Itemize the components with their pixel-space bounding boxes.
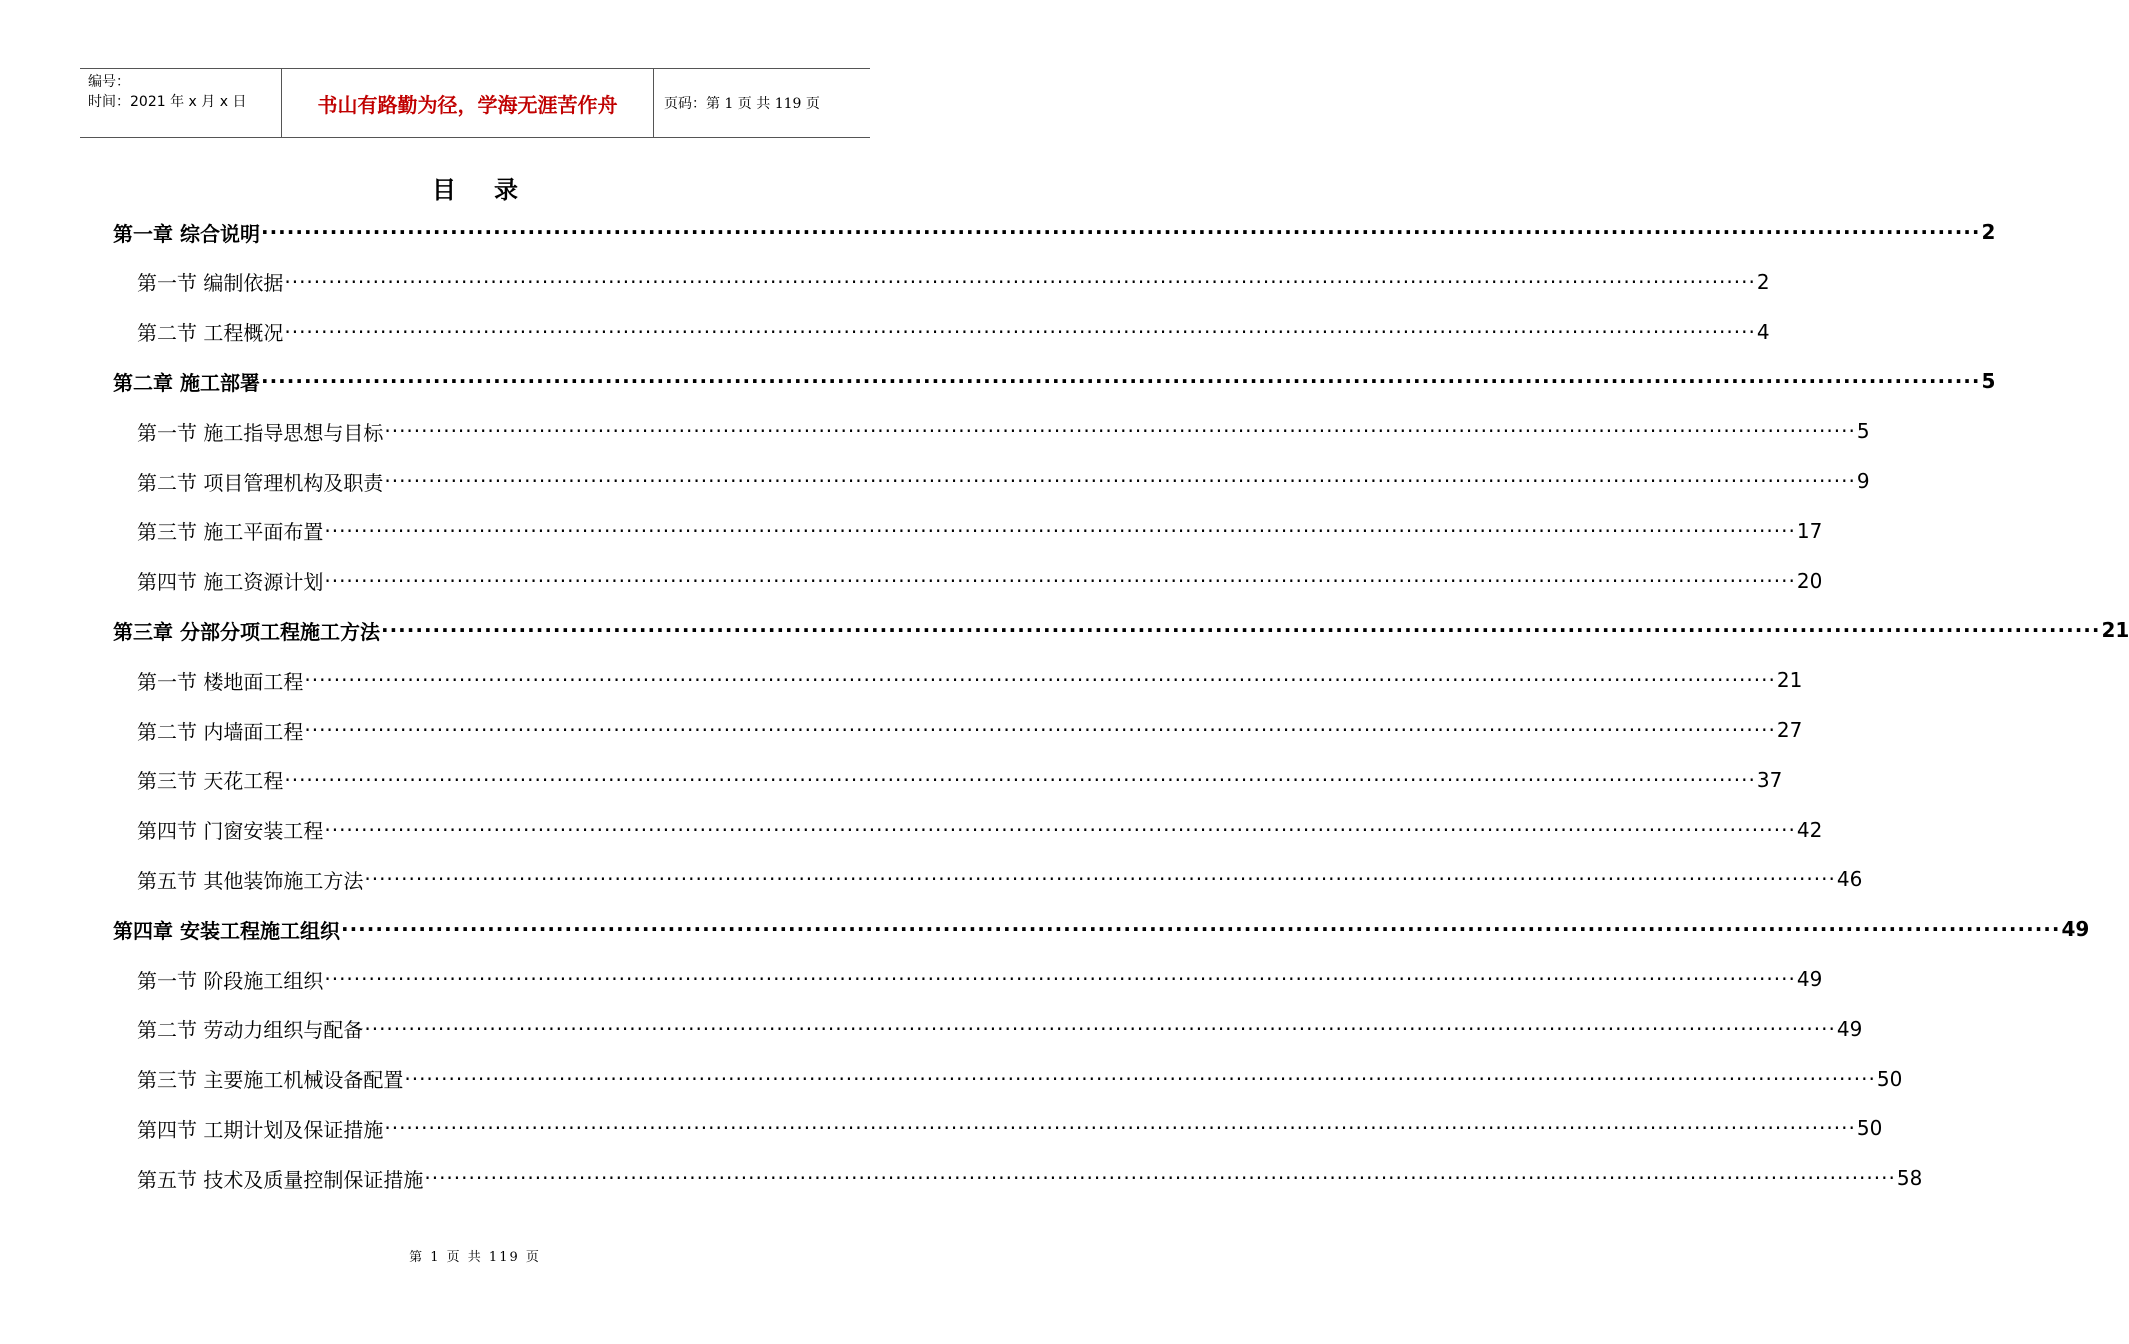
toc-entry[interactable] — [137, 859, 1863, 899]
toc-leader-dots: ········································································································································································································ — [424, 1166, 1896, 1191]
toc-leader-dots: ········································································································································································································ — [260, 220, 1981, 244]
toc-leader-dots: ········································································································································································································ — [340, 917, 2061, 942]
toc-entry[interactable] — [137, 1009, 1863, 1049]
toc-entry-label: 第二节 内墙面工程 — [137, 719, 304, 744]
toc-entry-label: 第三节 天花工程 — [137, 769, 284, 794]
toc-entry-label: 第二节 劳动力组织与配备 — [137, 1018, 364, 1043]
toc-leader-dots: ········································································································································································································ — [324, 568, 1796, 593]
toc-entry[interactable] — [113, 610, 2129, 650]
toc-entry[interactable] — [137, 710, 1803, 750]
toc-leader-dots: ········································································································································································································ — [384, 419, 1856, 444]
toc-entry[interactable] — [137, 262, 1770, 302]
toc-leader-dots: ········································································································································································································ — [380, 618, 2101, 643]
toc-entry-label: 第四节 施工资源计划 — [137, 570, 324, 595]
toc-entry-page: 37 — [1756, 767, 1783, 792]
toc-leader-dots: ········································································································································································································ — [364, 867, 1836, 892]
page-footer: 第 1 页 共 119 页 — [409, 1250, 541, 1265]
toc-leader-dots: ········································································································································································································ — [304, 668, 1776, 693]
toc-entry-page: 49 — [1836, 1016, 1863, 1041]
toc-entry-page: 2 — [1981, 220, 1996, 244]
toc-entry-label: 第一节 编制依据 — [137, 271, 284, 296]
toc-leader-dots: ········································································································································································································ — [364, 1016, 1836, 1041]
toc-leader-dots: ········································································································································································································ — [284, 767, 1756, 792]
toc-entry-label: 第一节 阶段施工组织 — [137, 968, 324, 993]
toc-entry[interactable] — [137, 461, 1870, 501]
toc-leader-dots: ········································································································································································································ — [324, 518, 1796, 543]
toc-entry-page: 50 — [1856, 1116, 1883, 1141]
page-header — [80, 68, 870, 138]
toc-entry-page: 49 — [1796, 967, 1823, 991]
toc-entry-page: 27 — [1776, 718, 1803, 742]
toc-entry[interactable] — [113, 909, 2090, 949]
toc-leader-dots: ········································································································································································································ — [404, 1066, 1876, 1091]
toc-entry-label: 第二章 施工部署 — [113, 370, 260, 395]
toc-leader-dots: ········································································································································································································ — [284, 319, 1756, 344]
toc-entry-label: 第二节 项目管理机构及职责 — [137, 470, 384, 495]
toc-leader-dots: ········································································································································································································ — [324, 817, 1796, 842]
toc-leader-dots: ········································································································································································································ — [324, 967, 1796, 991]
toc-entry-page: 21 — [1776, 668, 1803, 693]
toc-entry-label: 第三章 分部分项工程施工方法 — [113, 619, 380, 644]
toc-entry[interactable] — [137, 810, 1823, 850]
toc-entry-page: 21 — [2101, 618, 2129, 643]
toc-entry[interactable] — [113, 361, 1996, 401]
document-date: 时间：2021 年 x 月 x 日 — [88, 94, 247, 110]
toc-entry-page: 58 — [1896, 1166, 1923, 1191]
toc-entry[interactable] — [137, 760, 1783, 800]
toc-entry-label: 第三节 施工平面布置 — [137, 520, 324, 545]
toc-entry-label: 第四章 安装工程施工组织 — [113, 918, 340, 943]
document-number-label: 编号： — [88, 74, 130, 90]
toc-entry-label: 第四节 工期计划及保证措施 — [137, 1117, 384, 1142]
toc-leader-dots: ········································································································································································································ — [284, 269, 1756, 294]
toc-entry[interactable] — [113, 212, 1996, 252]
toc-entry-label: 第一章 综合说明 — [113, 221, 260, 246]
toc-leader-dots: ········································································································································································································ — [260, 369, 1981, 394]
header-meta — [80, 69, 282, 137]
header-motto: 书山有路勤为径，学海无涯苦作舟 — [282, 69, 654, 137]
toc-entry[interactable] — [137, 959, 1823, 999]
toc-entry-page: 5 — [1856, 419, 1870, 444]
toc-entry-page: 17 — [1796, 518, 1823, 543]
toc-entry-page: 2 — [1756, 269, 1770, 294]
toc-entry[interactable] — [137, 1158, 1923, 1198]
toc-entry-page: 49 — [2061, 917, 2090, 942]
toc-entry-label: 第五节 其他装饰施工方法 — [137, 868, 364, 893]
toc-entry-label: 第三节 主要施工机械设备配置 — [137, 1068, 404, 1093]
toc-entry[interactable] — [137, 1059, 1903, 1099]
toc-entry[interactable] — [137, 312, 1770, 352]
toc-entry-label: 第一节 施工指导思想与目标 — [137, 420, 384, 445]
toc-entry[interactable] — [137, 561, 1823, 601]
toc-leader-dots: ········································································································································································································ — [304, 718, 1776, 742]
toc-entry-page: 46 — [1836, 867, 1863, 892]
toc-entry-label: 第一节 楼地面工程 — [137, 669, 304, 694]
toc-entry[interactable] — [137, 511, 1823, 551]
toc-entry-page: 50 — [1876, 1066, 1903, 1091]
toc-entry[interactable] — [137, 660, 1803, 700]
toc-entry[interactable] — [137, 1108, 1883, 1148]
toc-entry-label: 第二节 工程概况 — [137, 321, 284, 346]
toc-leader-dots: ········································································································································································································ — [384, 469, 1856, 493]
toc-entry[interactable] — [137, 411, 1870, 451]
toc-entry-page: 4 — [1756, 319, 1770, 344]
toc-entry-page: 42 — [1796, 817, 1823, 842]
toc-entry-page: 20 — [1796, 568, 1823, 593]
toc-entry-label: 第四节 门窗安装工程 — [137, 819, 324, 844]
toc-title: 目录 — [432, 176, 556, 204]
toc-entry-label: 第五节 技术及质量控制保证措施 — [137, 1167, 424, 1192]
toc-entry-page: 5 — [1981, 369, 1996, 394]
toc-leader-dots: ········································································································································································································ — [384, 1116, 1856, 1141]
header-page-info: 页码：第 1 页 共 119 页 — [664, 96, 820, 112]
toc-entry-page: 9 — [1856, 469, 1870, 493]
